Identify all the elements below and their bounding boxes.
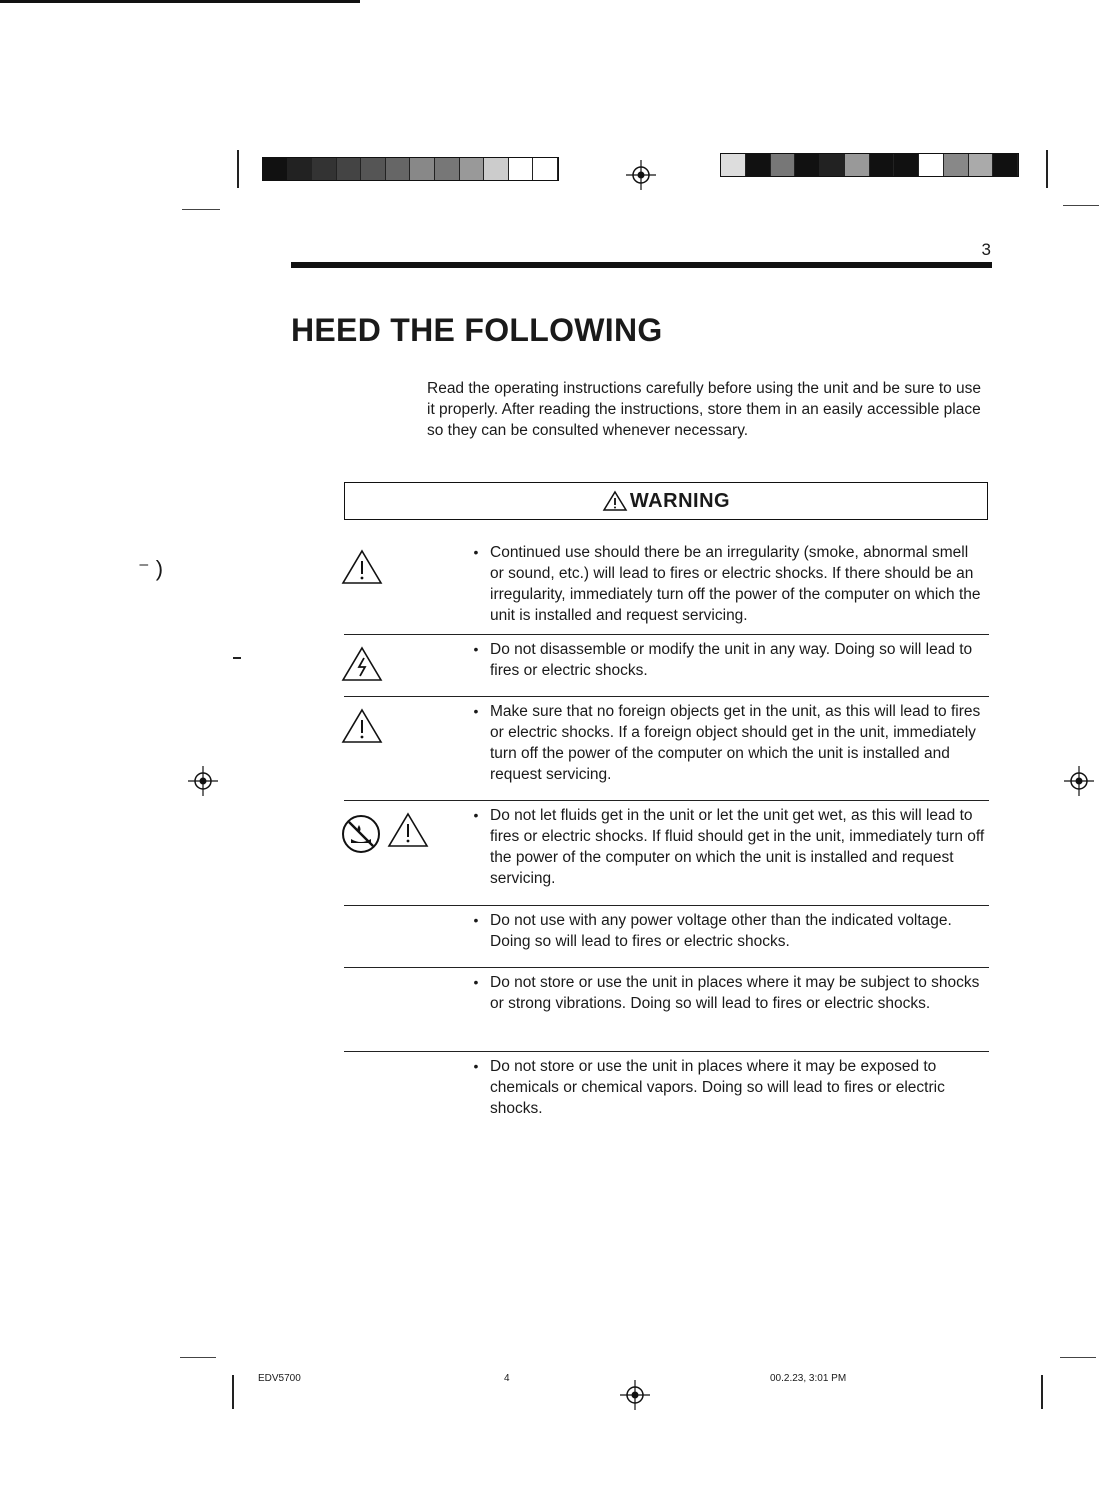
electric-shock-icon <box>340 645 384 688</box>
footer-file: EDV5700 <box>258 1373 301 1384</box>
registration-mark-icon <box>1064 766 1094 796</box>
warning-item-icons <box>344 910 462 967</box>
warning-item-text: Do not use with any power voltage other than the indicated voltage. Doing so will lead to fires or electric shocks. <box>490 912 952 950</box>
warning-item <box>344 968 989 1052</box>
warning-item-text: Continued use should there be an irregularity (smoke, abnormal smell or sound, etc.) will lead to fires or electric shocks. If there should be an irregularity, immediately turn off the power of the computer on which the unit is installed and request servicing. <box>490 544 981 624</box>
crop-mark <box>1041 1375 1043 1409</box>
warning-item-text: Do not let fluids get in the unit or let the unit get wet, as this will lead to fires or electric shocks. If fluid should get in the unit, immediately turn off the power of the computer on which the unit is installed and request servicing. <box>490 807 985 887</box>
warning-item-text: Do not store or use the unit in places where it may be subject to shocks or strong vibrations. Doing so will lead to fires or electric shocks. <box>490 974 980 1012</box>
footer-timestamp: 00.2.23, 3:01 PM <box>770 1373 847 1384</box>
crop-mark <box>180 1357 216 1358</box>
bullet: • <box>473 1058 479 1074</box>
footer-sheet: 4 <box>504 1373 510 1384</box>
registration-mark-icon <box>626 160 656 190</box>
margin-mark <box>233 657 241 659</box>
warning-item-icons <box>344 639 462 696</box>
registration-mark-icon <box>620 1380 650 1410</box>
caution-icon <box>340 548 384 591</box>
color-bar-right <box>720 153 1019 177</box>
top-edge-rule <box>0 0 360 3</box>
crop-mark <box>1060 1357 1096 1358</box>
warning-item-text: Make sure that no foreign objects get in the unit, as this will lead to fires or electric shocks. If a foreign object should get in the unit, immediately turn off the power of the computer on which the unit is installed and request servicing. <box>490 703 981 783</box>
warning-label: WARNING <box>629 489 731 512</box>
warning-item <box>344 1052 989 1132</box>
caution-icon <box>340 707 384 750</box>
warning-item <box>344 635 989 697</box>
bullet: • <box>473 703 479 719</box>
bullet: • <box>473 544 479 560</box>
warning-item-icons <box>344 972 462 1051</box>
warning-item-text: Do not disassemble or modify the unit in any way. Doing so will lead to fires or electric shocks. <box>490 641 973 679</box>
intro-paragraph: Read the operating instructions carefully before using the unit and be sure to use it properly. After reading the instructions, store them in an easily accessible place so they can be consulted whenever necessary. <box>427 380 982 439</box>
color-bar-left <box>262 157 559 181</box>
caution-icon <box>602 490 628 512</box>
caution-icon <box>386 811 430 854</box>
bullet: • <box>473 641 479 657</box>
warning-item <box>344 538 989 635</box>
no-water-icon <box>340 813 382 860</box>
warning-item <box>344 906 989 968</box>
bullet: • <box>473 807 479 823</box>
crop-mark <box>182 209 220 210</box>
warning-item <box>344 697 989 801</box>
warning-item-text: Do not store or use the unit in places where it may be exposed to chemicals or chemical vapors. Doing so will lead to fires or electric shocks. <box>490 1058 945 1117</box>
registration-mark-icon <box>188 766 218 796</box>
crop-mark <box>1063 205 1099 206</box>
warning-item-icons <box>344 805 462 905</box>
page-title: HEED THE FOLLOWING <box>291 312 663 348</box>
page-number: 3 <box>981 240 991 259</box>
warning-item-icons <box>344 1056 462 1132</box>
warning-header <box>344 482 988 520</box>
warning-item-icons <box>344 701 462 800</box>
warning-item-icons <box>344 542 462 634</box>
bullet: • <box>473 974 479 990</box>
crop-mark <box>232 1375 234 1409</box>
warning-item <box>344 801 989 906</box>
header-rule <box>291 262 992 268</box>
bullet: • <box>473 912 479 928</box>
crop-mark <box>1046 150 1048 188</box>
warning-list <box>344 538 989 1132</box>
crop-mark <box>237 150 239 188</box>
margin-scribble: ⁻ ) <box>138 556 164 581</box>
